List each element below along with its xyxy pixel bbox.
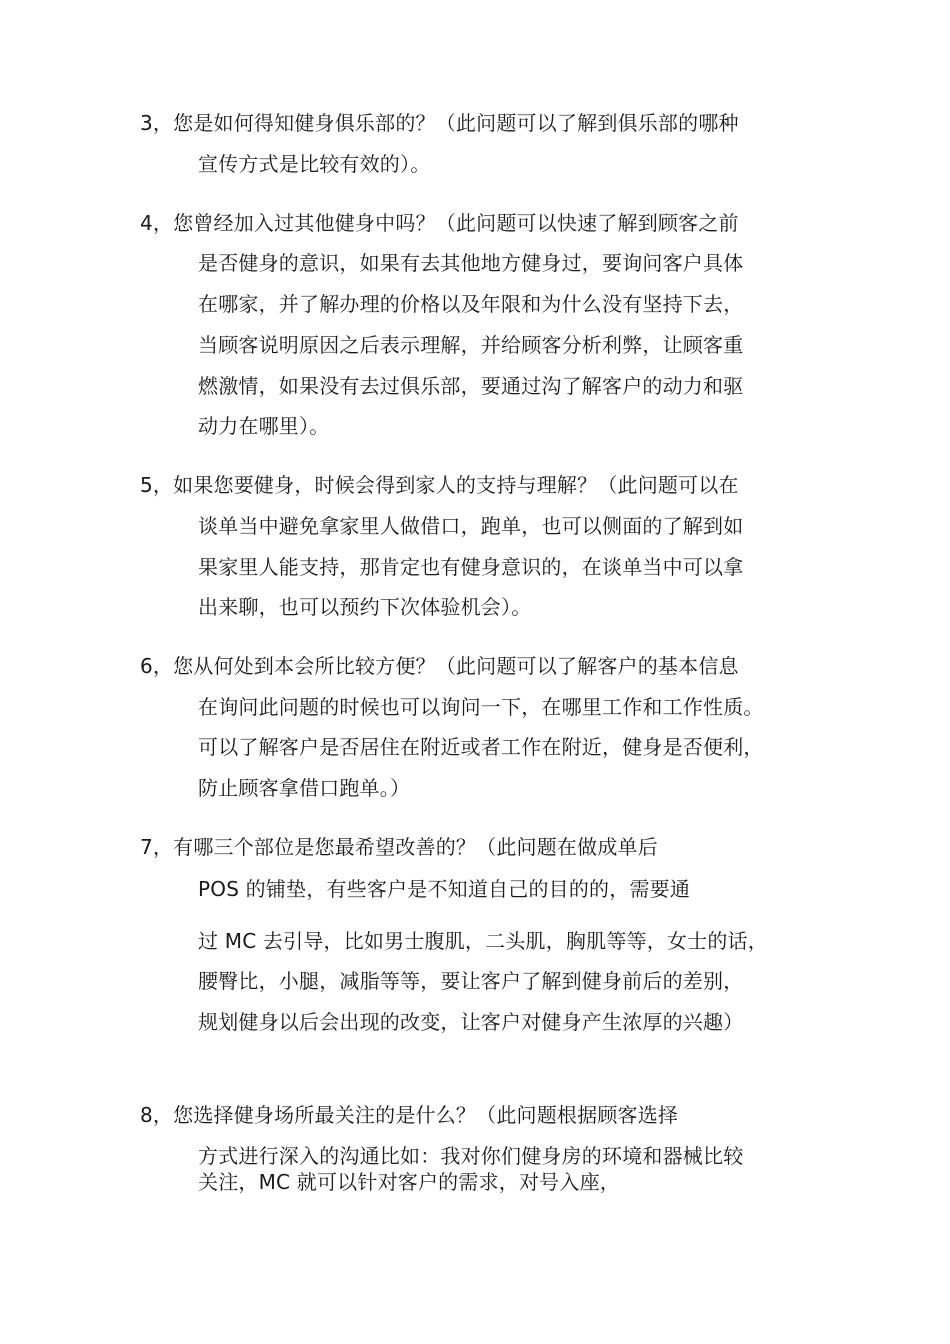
question-4-line-1: 4，您曾经加入过其他健身中吗？（此问题可以快速了解到顾客之前 (140, 211, 739, 235)
question-4-line-5: 燃激情，如果没有去过俱乐部，要通过沟了解客户的动力和驱 (198, 374, 744, 398)
question-8-line-1: 8，您选择健身场所最关注的是什么？（此问题根据顾客选择 (140, 1103, 679, 1127)
question-8-line-3: 关注，MC 就可以针对客户的需求，对号入座， (198, 1170, 620, 1194)
question-4-line-4: 当顾客说明原因之后表示理解，并给顾客分析利弊，让顾客重 (198, 333, 744, 357)
question-3-line-2: 宣传方式是比较有效的）。 (198, 152, 431, 176)
question-7-line-2: POS 的铺垫，有些客户是不知道自己的目的的，需要通 (198, 877, 691, 901)
question-8-line-2: 方式进行深入的沟通比如：我对你们健身房的环境和器械比较 (198, 1144, 744, 1168)
question-6-line-4: 防止顾客拿借口跑单。） (198, 776, 411, 800)
question-4-line-6: 动力在哪里）。 (198, 414, 330, 438)
question-3-line-1: 3，您是如何得知健身俱乐部的？（此问题可以了解到俱乐部的哪种 (140, 111, 739, 135)
question-5-line-2: 谈单当中避免拿家里人做借口，跑单，也可以侧面的了解到如 (198, 514, 744, 538)
question-6-line-1: 6，您从何处到本会所比较方便？（此问题可以了解客户的基本信息 (140, 654, 739, 678)
question-6-line-3: 可以了解客户是否居住在附近或者工作在附近，健身是否便利， (198, 735, 764, 759)
question-6-line-2: 在询问此问题的时候也可以询问一下，在哪里工作和工作性质。 (198, 695, 764, 719)
question-7-line-5: 规划健身以后会出现的改变，让客户对健身产生浓厚的兴趣） (198, 1010, 744, 1034)
question-5-line-3: 果家里人能支持，那肯定也有健身意识的，在谈单当中可以拿 (198, 555, 744, 579)
question-7-line-1: 7，有哪三个部位是您最希望改善的？（此问题在做成单后 (140, 835, 658, 859)
question-4-line-2: 是否健身的意识，如果有去其他地方健身过，要询问客户具体 (198, 251, 744, 275)
question-7-line-3: 过 MC 去引导，比如男士腹肌，二头肌，胸肌等等，女士的话， (198, 929, 768, 953)
question-5-line-4: 出来聊，也可以预约下次体验机会）。 (198, 595, 532, 619)
question-7-line-4: 腰臀比，小腿，减脂等等，要让客户了解到健身前后的差别， (198, 969, 744, 993)
question-5-line-1: 5，如果您要健身，时候会得到家人的支持与理解？（此问题可以在 (140, 473, 739, 497)
question-4-line-3: 在哪家，并了解办理的价格以及年限和为什么没有坚持下去， (198, 292, 744, 316)
